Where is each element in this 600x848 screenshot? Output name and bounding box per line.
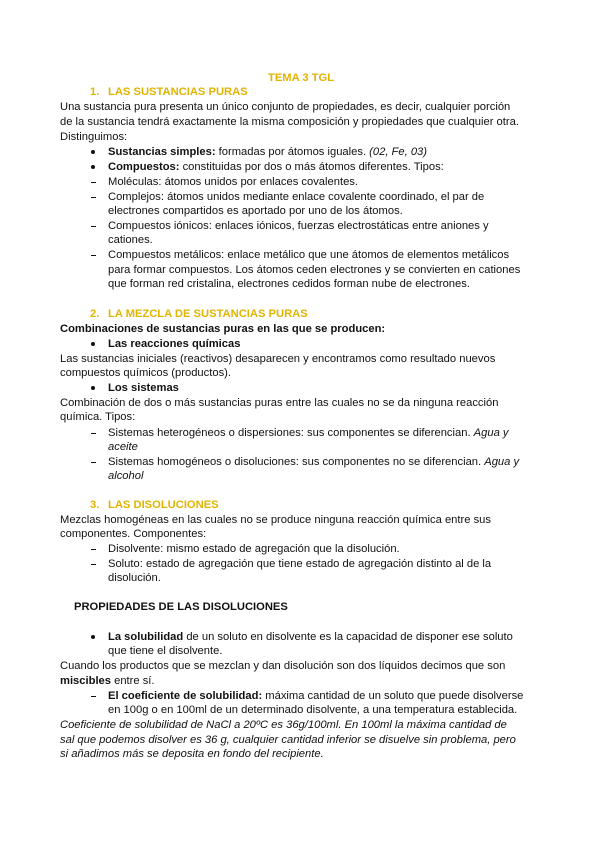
paragraph-line: Las sustancias iniciales (reactivos) desaparecen y encontramos como resultado nuevos [60, 353, 496, 365]
list-item-ionicos: Compuestos iónicos: enlaces iónicos, fuerzas electrostáticas entre aniones y [108, 220, 489, 232]
dash-icon [91, 696, 96, 697]
bullet-icon [91, 165, 95, 169]
section-1-number: 1. [90, 86, 100, 98]
list-item-continuation: que tiene el disolvente. [108, 645, 223, 657]
section-3-number: 3. [90, 499, 100, 511]
list-item-moleculas: Moléculas: átomos unidos por enlaces covalentes. [108, 176, 358, 188]
dash-icon [91, 182, 96, 183]
paragraph-line: química. Tipos: [60, 411, 136, 423]
list-item-continuation: alcohol [108, 470, 144, 482]
list-item-metalicos: Compuestos metálicos: enlace metálico que une átomos de elementos metálicos [108, 249, 510, 261]
paragraph-line: miscibles entre sí. [60, 675, 155, 687]
list-item-continuation: aceite [108, 441, 138, 453]
dash-icon [91, 226, 96, 227]
dash-icon [91, 197, 96, 198]
bullet-icon [91, 386, 95, 390]
dash-icon [91, 549, 96, 550]
list-item-complejos: Complejos: átomos unidos mediante enlace covalente coordinado, el par de [108, 191, 485, 203]
list-item-continuation: electrones compartidos es aportado por uno de los átomos. [108, 205, 403, 217]
list-item-reacciones: Las reacciones químicas [108, 338, 241, 350]
example-line: sal que podemos disolver es 36 g, cualquier cantidad inferior se disuelve sin problema, pero [60, 734, 516, 746]
list-item-continuation: disolución. [108, 572, 161, 584]
list-item-continuation: en 100g o en 100ml de un determinado disolvente, a una temperatura establecida. [108, 704, 518, 716]
page-title: TEMA 3 TGL [268, 72, 335, 84]
bullet-icon [91, 150, 95, 154]
section-2-heading: LA MEZCLA DE SUSTANCIAS PURAS [108, 308, 308, 320]
list-item-compuestos: Compuestos: constituidas por dos o más átomos diferentes. Tipos: [108, 161, 444, 173]
list-item-continuation: cationes. [108, 234, 153, 246]
example-line: Coeficiente de solubilidad de NaCl a 20ºC es 36g/100ml. En 100ml la máxima cantidad de [60, 719, 507, 731]
list-item-soluto: Soluto: estado de agregación que tiene estado de agregación distinto al de la [108, 558, 492, 570]
propiedades-heading: PROPIEDADES DE LAS DISOLUCIONES [74, 601, 288, 613]
list-item-continuation: que forman red cristalina, electrones cedidos forman nube de electrones. [108, 278, 470, 290]
example-line: si añadimos más se deposita en fondo del recipiente. [60, 748, 324, 760]
list-item-continuation: para formar compuestos. Los átomos ceden electrones y se convierten en cationes [108, 264, 521, 276]
section-3-heading: LAS DISOLUCIONES [108, 499, 219, 511]
list-item-coeficiente: El coeficiente de solubilidad: máxima cantidad de un soluto que puede disolverse [108, 690, 524, 702]
list-item-simples: Sustancias simples: formadas por átomos iguales. (02, Fe, 03) [108, 146, 427, 158]
list-item-disolvente: Disolvente: mismo estado de agregación que la disolución. [108, 543, 400, 555]
paragraph-line: Mezclas homogéneas en las cuales no se produce ninguna reacción química entre sus [60, 514, 491, 526]
paragraph-line: componentes. Componentes: [60, 528, 207, 540]
dash-icon [91, 433, 96, 434]
paragraph-line: Una sustancia pura presenta un único conjunto de propiedades, es decir, cualquier porción [60, 101, 511, 113]
paragraph-line: Combinación de dos o más sustancias puras entre las cuales no se da ninguna reacción [60, 397, 499, 409]
section-2-subheading: Combinaciones de sustancias puras en las que se producen: [60, 323, 386, 335]
list-item-solubilidad: La solubilidad de un soluto en disolvente es la capacidad de disponer ese soluto [108, 631, 513, 643]
paragraph-line: Distinguimos: [60, 131, 128, 143]
section-1-heading: LAS SUSTANCIAS PURAS [108, 86, 248, 98]
dash-icon [91, 564, 96, 565]
dash-icon [91, 255, 96, 256]
dash-icon [91, 462, 96, 463]
paragraph-line: compuestos químicos (productos). [60, 367, 231, 379]
section-2-number: 2. [90, 308, 100, 320]
bullet-icon [91, 342, 95, 346]
list-item-sistemas: Los sistemas [108, 382, 179, 394]
list-item-homogeneos: Sistemas homogéneos o disoluciones: sus componentes no se diferencian. Agua y [108, 456, 520, 468]
paragraph-line: Cuando los productos que se mezclan y dan disolución son dos líquidos decimos que son [60, 660, 506, 672]
list-item-heterogeneos: Sistemas heterogéneos o dispersiones: sus componentes se diferencian. Agua y [108, 427, 509, 439]
paragraph-line: de la sustancia tendrá exactamente la misma composición y propiedades que cualquier otra. [60, 116, 519, 128]
bullet-icon [91, 635, 95, 639]
